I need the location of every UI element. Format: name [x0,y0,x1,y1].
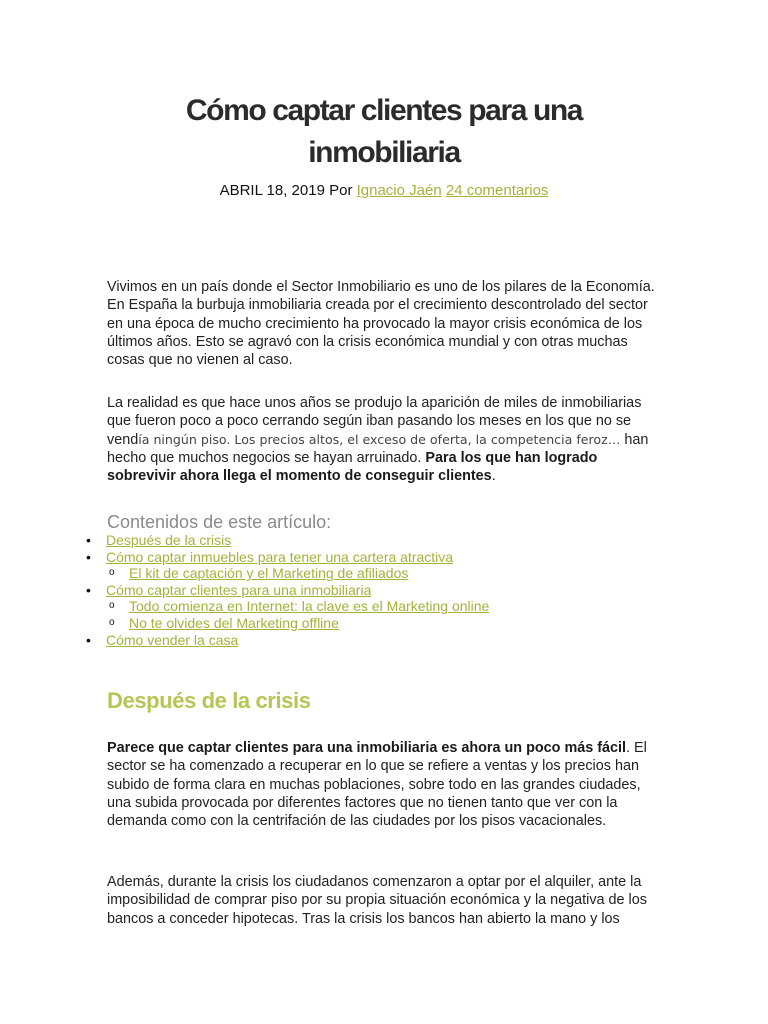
toc-link-captar-clientes[interactable]: Cómo captar clientes para una inmobiliaria [106,581,372,598]
toc-title: Contenidos de este artículo: [107,512,332,532]
toc-link-marketing-online[interactable]: Todo comienza en Internet: la clave es el Marketing online [129,598,490,615]
article-byline [0,181,768,201]
toc-bullet: • [86,631,91,648]
toc-bullet: o [109,616,115,628]
toc-link-vender-casa[interactable]: Cómo vender la casa [106,631,239,648]
toc-item [80,582,680,599]
section-paragraph-1 [107,739,665,830]
section-paragraph-2: Además, durante la crisis los ciudadanos comenzaron a optar por el alquiler, ante la imposibilidad de comprar piso por su propia situación económica y la negativa de los bancos a conceder hipotecas. Tras la crisis los bancos han abierto la mano y los [107,874,647,927]
table-of-contents [80,532,680,648]
article-title: Cómo captar clientes para una inmobiliaria [185,94,583,169]
section-heading-despues-crisis: Después de la crisis [107,688,311,713]
toc-bullet: • [86,532,91,548]
toc-bullet: o [109,600,115,612]
toc-subitem [80,565,680,582]
toc-subitem [80,598,680,615]
toc-item [80,549,680,566]
toc-subitem [80,615,680,632]
toc-bullet: o [109,567,115,579]
intro-paragraph-2-bold: Para los que han logrado sobrevivir ahora llega el momento de conseguir clientes [107,449,598,485]
intro-paragraph-2-text-c: han hecho que muchos negocios se hayan arruinado. [107,431,649,466]
intro-paragraph-2-text-a: La realidad es que hace unos años se produjo la aparición de miles de inmobiliarias que fueron poco a poco cerrando según iban pasando los meses en los que no se vend [107,395,642,448]
toc-link-despues-crisis[interactable]: Después de la crisis [106,532,232,548]
intro-paragraph-1: Vivimos en un país donde el Sector Inmobiliario es uno de los pilares de la Economía. En España la burbuja inmobiliaria creada por el crecimiento descontrolado del sector en una época de mucho crecimiento ha provocado la mayor crisis económica de los últimos años. Esto se agravó con la crisis económica mundial y con otras muchas cosas que no vienen al caso. [107,279,655,369]
intro-paragraph-2 [107,394,665,485]
comments-link[interactable]: 24 comentarios [445,182,549,199]
toc-link-kit-captacion[interactable]: El kit de captación y el Marketing de afiliados [129,565,409,582]
toc-bullet: • [86,581,91,598]
toc-item [80,532,680,549]
toc-link-marketing-offline[interactable]: No te olvides del Marketing offline [129,614,339,631]
toc-link-captar-inmuebles[interactable]: Cómo captar inmuebles para tener una cartera atractiva [106,548,454,565]
toc-item [80,632,680,649]
intro-paragraph-2-end: . [491,468,496,485]
section-paragraph-1-text: . El sector se ha comenzado a recuperar en lo que se refiere a ventas y los precios han subido de forma clara en muchas poblaciones, sobre todo en las grandes ciudades, una subida provocada por diferentes factores que no tienen tanto que ver con la demanda como con la centrifación de las ciudades por los pisos vacacionales. [107,740,647,830]
section-paragraph-1-bold: Parece que captar clientes para una inmobiliaria es ahora un poco más fácil [107,740,627,756]
author-link[interactable]: Ignacio Jaén [356,182,442,199]
intro-paragraph-2-text-b: ía ningún piso. Los precios altos, el exceso de oferta, la competencia feroz… [138,431,621,447]
toc-bullet: • [86,548,91,565]
byline-by: Por [329,182,353,199]
publish-date: ABRIL 18, 2019 [219,182,325,199]
